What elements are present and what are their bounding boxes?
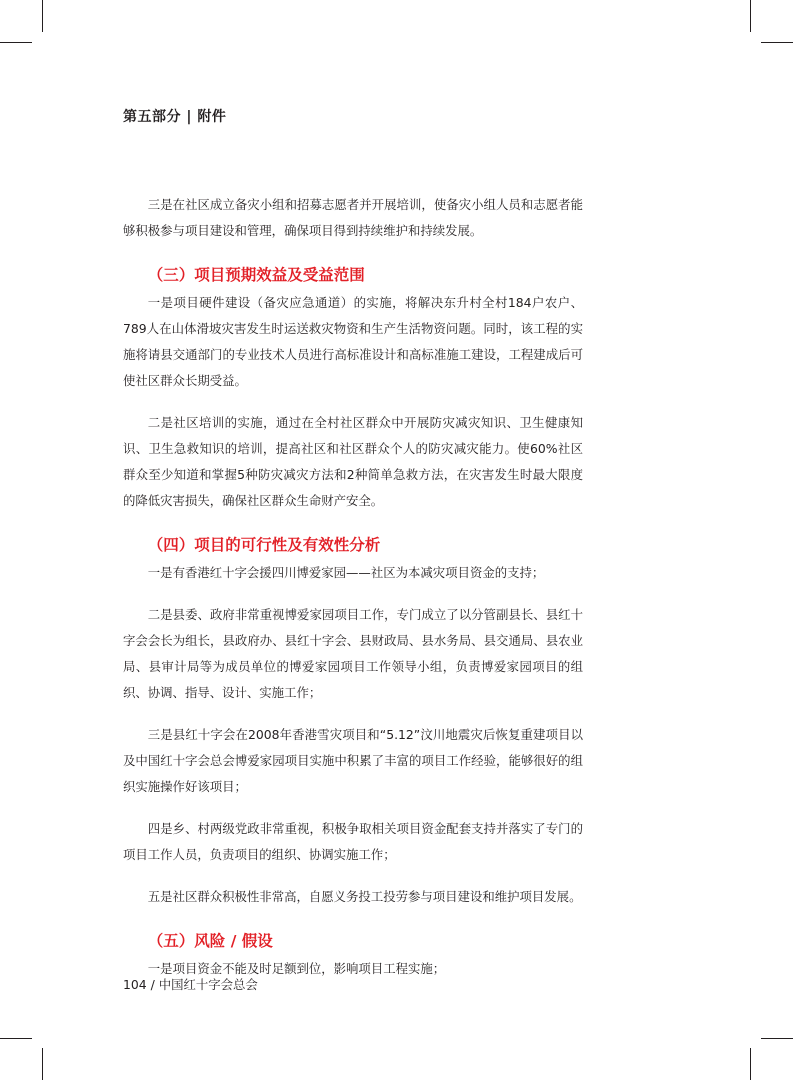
paragraph: 二是社区培训的实施，通过在全村社区群众中开展防灾减灾知识、卫生健康知识、卫生急救知识的培训，提高社区和社区群众个人的防灾减灾能力。使60%社区群众至少知道和掌握5种防灾减灾方法和2种简单急救方法，在灾害发生时最大限度的降低灾害损失，确保社区群众生命财产安全。 bbox=[123, 415, 583, 508]
page-footer: 104 / 中国红十字会总会 bbox=[123, 977, 258, 992]
paragraph: 三是县红十字会在2008年香港雪灾项目和“5.12”汶川地震灾后恢复重建项目以及中国红十字会总会博爱家园项目实施中积累了丰富的项目工作经验，能够很好的组织实施操作好该项目； bbox=[123, 727, 583, 794]
paragraph: 一是有香港红十字会援四川博爱家园——社区为本减灾项目资金的支持； bbox=[147, 565, 545, 580]
section-heading: （五）风险 / 假设 bbox=[147, 932, 273, 950]
paragraph: 五是社区群众积极性非常高，自愿义务投工投劳参与项目建设和维护项目发展。 bbox=[147, 889, 582, 904]
paragraph: 二是县委、政府非常重视博爱家园项目工作，专门成立了以分管副县长、县红十字会会长为组长，县政府办、县红十字会、县财政局、县水务局、县交通局、县农业局、县审计局等为成员单位的博爱家园项目工作领导小组，负责博爱家园项目的组织、协调、指导、设计、实施工作； bbox=[123, 607, 583, 700]
page-header: 第五部分 | 附件 bbox=[123, 109, 227, 125]
paragraph: 一是项目资金不能及时足额到位，影响项目工程实施； bbox=[147, 961, 446, 976]
crop-mark bbox=[750, 0, 751, 32]
crop-mark bbox=[42, 0, 43, 32]
crop-mark bbox=[761, 42, 793, 43]
crop-mark bbox=[0, 42, 32, 43]
section-heading: （四）项目的可行性及有效性分析 bbox=[147, 536, 381, 554]
crop-mark bbox=[761, 1038, 793, 1039]
paragraph: 三是在社区成立备灾小组和招募志愿者并开展培训，使备灾小组人员和志愿者能够积极参与项目建设和管理，确保项目得到持续维护和持续发展。 bbox=[123, 197, 583, 238]
crop-mark bbox=[42, 1048, 43, 1080]
section-heading: （三）项目预期效益及受益范围 bbox=[147, 266, 365, 284]
crop-mark bbox=[750, 1048, 751, 1080]
page-body bbox=[123, 192, 583, 982]
crop-mark bbox=[0, 1038, 32, 1039]
paragraph: 四是乡、村两级党政非常重视，积极争取相关项目资金配套支持并落实了专门的项目工作人员，负责项目的组织、协调实施工作； bbox=[123, 821, 583, 862]
paragraph: 一是项目硬件建设（备灾应急通道）的实施，将解决东升村全村184户农户、789人在山体滑坡灾害发生时运送救灾物资和生产生活物资问题。同时，该工程的实施将请县交通部门的专业技术人员进行高标准设计和高标准施工建设，工程建成后可使社区群众长期受益。 bbox=[123, 295, 583, 388]
